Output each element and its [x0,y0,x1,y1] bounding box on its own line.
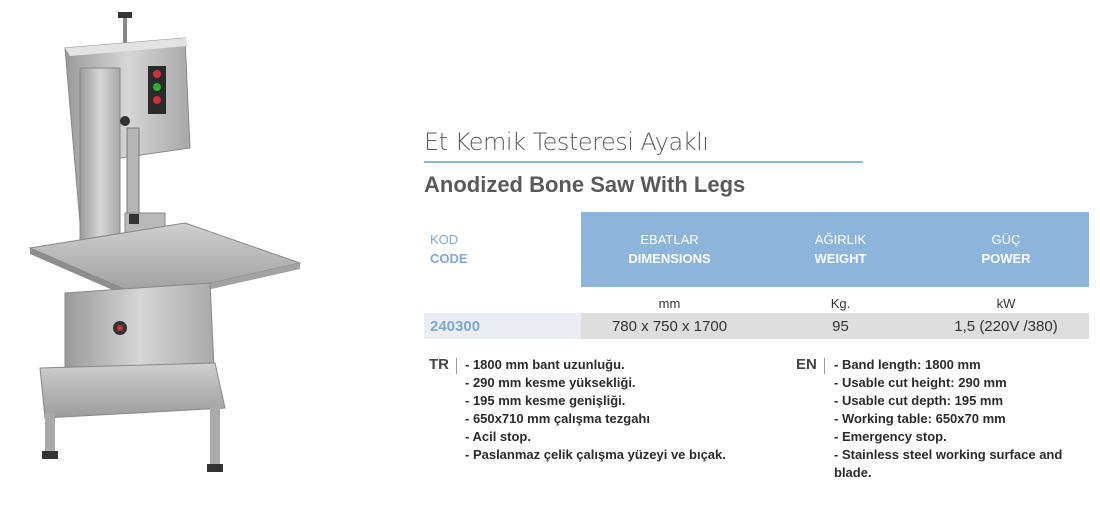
header-dimensions-en: DIMENSIONS [628,251,711,266]
list-item: - Working table: 650x70 mm [834,411,1006,426]
unit-power: kW [996,296,1016,311]
list-item: - 290 mm kesme yüksekliği. [465,375,636,390]
list-item: - Usable cut depth: 195 mm [834,393,1004,408]
lang-label-en: EN [796,356,817,373]
header-code-tr: KOD [430,232,459,247]
list-item: - 1800 mm bant uzunluğu. [465,357,625,372]
header-code-en: CODE [430,251,468,266]
spec-table [424,212,1089,339]
list-item: - Paslanmaz çelik çalışma yüzeyi ve bıçak. [465,447,726,462]
unit-dimensions: mm [658,296,681,311]
cell-dimensions: 780 x 750 x 1700 [581,313,758,339]
cell-code: 240300 [424,313,581,339]
header-code [424,212,581,287]
lang-divider [824,358,825,374]
unit-weight: Kg. [830,296,851,311]
header-weight-en: WEIGHT [814,251,867,266]
bone-saw-product-image [25,8,305,513]
table-row [424,313,1089,339]
list-item: - 195 mm kesme genişliği. [465,393,626,408]
cell-power: 1,5 (220V /380) [923,313,1089,339]
header-power-tr: GÜÇ [991,232,1021,247]
header-dimensions [581,212,758,287]
feature-list-en [834,356,1074,482]
header-weight [758,212,923,287]
product-title-tr: Et Kemik Testeresi Ayaklı [424,128,709,156]
list-item: - Acil stop. [465,429,531,444]
list-item: - Stainless steel working surface and blade. [834,447,1063,480]
product-title-en: Anodized Bone Saw With Legs [424,172,746,197]
header-power [923,212,1089,287]
header-dimensions-tr: EBATLAR [640,232,699,247]
feature-list-tr [465,356,785,464]
list-item: - Emergency stop. [834,429,947,444]
lang-divider [456,358,457,374]
title-divider [424,161,863,163]
list-item: - 650x710 mm çalışma tezgahı [465,411,650,426]
cell-weight: 95 [758,313,923,339]
list-item: - Usable cut height: 290 mm [834,375,1007,390]
header-power-en: POWER [981,251,1031,266]
table-header-row [424,212,1089,287]
list-item: - Band length: 1800 mm [834,357,981,372]
header-weight-tr: AĞIRLIK [814,232,867,247]
table-unit-row [424,287,1089,313]
lang-label-tr: TR [429,356,449,373]
